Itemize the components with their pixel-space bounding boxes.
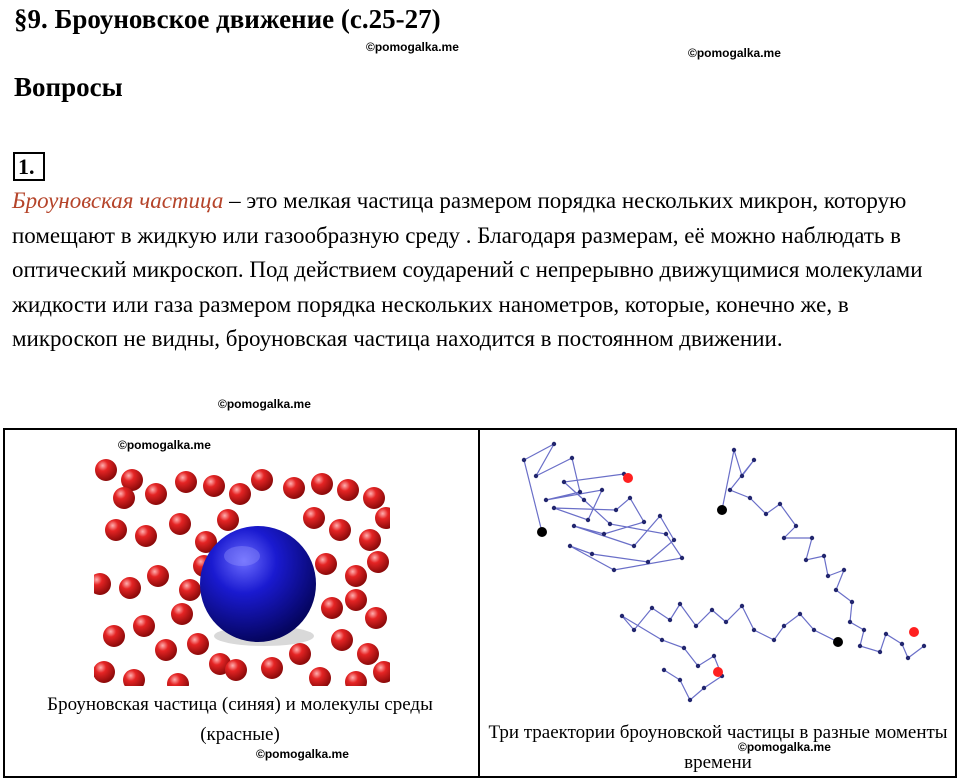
- trajectories-illustration: [484, 430, 954, 720]
- end-point: [909, 627, 919, 637]
- trajectory-point: [764, 512, 768, 516]
- molecule: [303, 507, 325, 529]
- trajectory-point: [696, 664, 700, 668]
- trajectory-point: [724, 620, 728, 624]
- trajectory-point: [752, 458, 756, 462]
- trajectory-point: [682, 646, 686, 650]
- molecule: [251, 469, 273, 491]
- molecule: [283, 477, 305, 499]
- trajectory-point: [688, 698, 692, 702]
- trajectory-point: [752, 628, 756, 632]
- trajectory-path: [524, 444, 682, 570]
- end-point: [713, 667, 723, 677]
- watermark: ©pomogalka.me: [738, 740, 831, 754]
- trajectory-point: [680, 556, 684, 560]
- trajectory-point: [582, 498, 586, 502]
- brownian-particle: [200, 526, 316, 642]
- figure-divider: [478, 428, 480, 778]
- trajectory-point: [632, 544, 636, 548]
- molecule: [311, 473, 333, 495]
- trajectory-point: [826, 574, 830, 578]
- watermark: ©pomogalka.me: [218, 397, 311, 411]
- trajectory-point: [552, 442, 556, 446]
- trajectory-point: [578, 490, 582, 494]
- molecule: [309, 667, 331, 689]
- trajectory-point: [710, 608, 714, 612]
- watermark: ©pomogalka.me: [256, 747, 349, 761]
- trajectory-point: [662, 668, 666, 672]
- molecule: [93, 661, 115, 683]
- trajectory-point: [782, 624, 786, 628]
- trajectory-point: [732, 448, 736, 452]
- molecule: [365, 607, 387, 629]
- molecule: [155, 639, 177, 661]
- molecule: [289, 643, 311, 665]
- section-title: Вопросы: [14, 72, 123, 102]
- molecule: [169, 513, 191, 535]
- trajectory-point: [842, 568, 846, 572]
- molecule: [95, 459, 117, 481]
- watermark: ©pomogalka.me: [118, 438, 211, 452]
- trajectory-point: [834, 588, 838, 592]
- term-highlight: Броуновская частица: [12, 188, 224, 213]
- trajectory-point: [522, 458, 526, 462]
- trajectory-point: [740, 474, 744, 478]
- molecule: [329, 519, 351, 541]
- trajectory-point: [608, 522, 612, 526]
- trajectory-point: [572, 524, 576, 528]
- molecule: [105, 519, 127, 541]
- molecule: [203, 475, 225, 497]
- molecule: [225, 659, 247, 681]
- trajectory-point: [660, 638, 664, 642]
- trajectory-point: [810, 536, 814, 540]
- trajectory-point: [900, 642, 904, 646]
- watermark: ©pomogalka.me: [688, 46, 781, 60]
- molecule: [229, 483, 251, 505]
- trajectory-point: [672, 538, 676, 542]
- molecule: [119, 577, 141, 599]
- molecule: [133, 615, 155, 637]
- trajectory-point: [884, 632, 888, 636]
- molecule: [337, 479, 359, 501]
- answer-text: – это мелкая частица размером порядка нескольких микрон, которую помещают в жидкую или газообразную среду . Благодаря размерам, её можно наблюдать в оптический микроскоп. Под действием соударений с непрерывно движущимися молекулами жидкости или газа размером порядка нескольких нанометров, которые, конечно же, в микроскоп не видны, броуновская частица находится в постоянном движении.: [12, 188, 923, 351]
- trajectory-point: [628, 496, 632, 500]
- trajectory-point: [848, 620, 852, 624]
- end-point: [623, 473, 633, 483]
- trajectory-point: [678, 602, 682, 606]
- watermark: ©pomogalka.me: [366, 40, 459, 54]
- trajectory-point: [612, 568, 616, 572]
- trajectory-point: [658, 514, 662, 518]
- trajectory-point: [694, 624, 698, 628]
- trajectory-point: [678, 678, 682, 682]
- trajectory-point: [602, 532, 606, 536]
- molecule: [261, 657, 283, 679]
- answer-paragraph: [12, 184, 952, 357]
- trajectory-point: [668, 618, 672, 622]
- trajectory-point: [544, 498, 548, 502]
- trajectory-point: [534, 474, 538, 478]
- molecule: [315, 553, 337, 575]
- trajectory-point: [772, 638, 776, 642]
- molecule: [363, 487, 385, 509]
- trajectory-point: [862, 628, 866, 632]
- molecule: [187, 633, 209, 655]
- trajectory-point: [568, 544, 572, 548]
- molecule: [345, 589, 367, 611]
- molecule: [345, 565, 367, 587]
- trajectory-point: [642, 520, 646, 524]
- trajectory-point: [922, 644, 926, 648]
- trajectory-point: [812, 628, 816, 632]
- trajectory-point: [782, 536, 786, 540]
- trajectory-point: [664, 532, 668, 536]
- molecule: [145, 483, 167, 505]
- page-title: §9. Броуновское движение (с.25-27): [14, 4, 441, 34]
- trajectory-point: [906, 656, 910, 660]
- trajectory-point: [794, 524, 798, 528]
- trajectory-point: [614, 508, 618, 512]
- trajectory-point: [586, 518, 590, 522]
- trajectory-point: [562, 480, 566, 484]
- left-figure-caption: Броуновская частица (синяя) и молекулы среды (красные): [47, 694, 433, 745]
- trajectory-point: [748, 496, 752, 500]
- trajectory-point: [590, 552, 594, 556]
- trajectory-point: [620, 614, 624, 618]
- trajectory-point: [552, 506, 556, 510]
- trajectory-path: [622, 604, 838, 700]
- start-point: [833, 637, 843, 647]
- start-point: [717, 505, 727, 515]
- molecule: [175, 471, 197, 493]
- trajectory-point: [600, 488, 604, 492]
- trajectory-point: [822, 554, 826, 558]
- molecule: [217, 509, 239, 531]
- trajectory-point: [650, 606, 654, 610]
- trajectory-point: [632, 628, 636, 632]
- trajectory-point: [850, 600, 854, 604]
- molecule: [113, 487, 135, 509]
- molecule: [171, 603, 193, 625]
- molecule: [103, 625, 125, 647]
- trajectory-point: [712, 654, 716, 658]
- trajectory-point: [798, 612, 802, 616]
- molecule: [331, 629, 353, 651]
- molecule: [321, 597, 343, 619]
- right-figure-caption: Три траектории броуновской частицы в разные моменты времени: [488, 722, 948, 773]
- trajectory-point: [570, 456, 574, 460]
- molecule: [359, 529, 381, 551]
- molecule: [367, 551, 389, 573]
- molecule: [357, 643, 379, 665]
- trajectory-point: [728, 488, 732, 492]
- trajectory-point: [702, 686, 706, 690]
- start-point: [537, 527, 547, 537]
- molecule: [147, 565, 169, 587]
- brownian-particle-illustration: [94, 458, 390, 686]
- trajectory-point: [804, 558, 808, 562]
- trajectory-point: [858, 644, 862, 648]
- molecule: [179, 579, 201, 601]
- trajectory-point: [778, 502, 782, 506]
- trajectory-point: [878, 650, 882, 654]
- question-number: 1.: [13, 152, 45, 181]
- trajectory-point: [740, 604, 744, 608]
- molecule: [135, 525, 157, 547]
- trajectory-point: [646, 560, 650, 564]
